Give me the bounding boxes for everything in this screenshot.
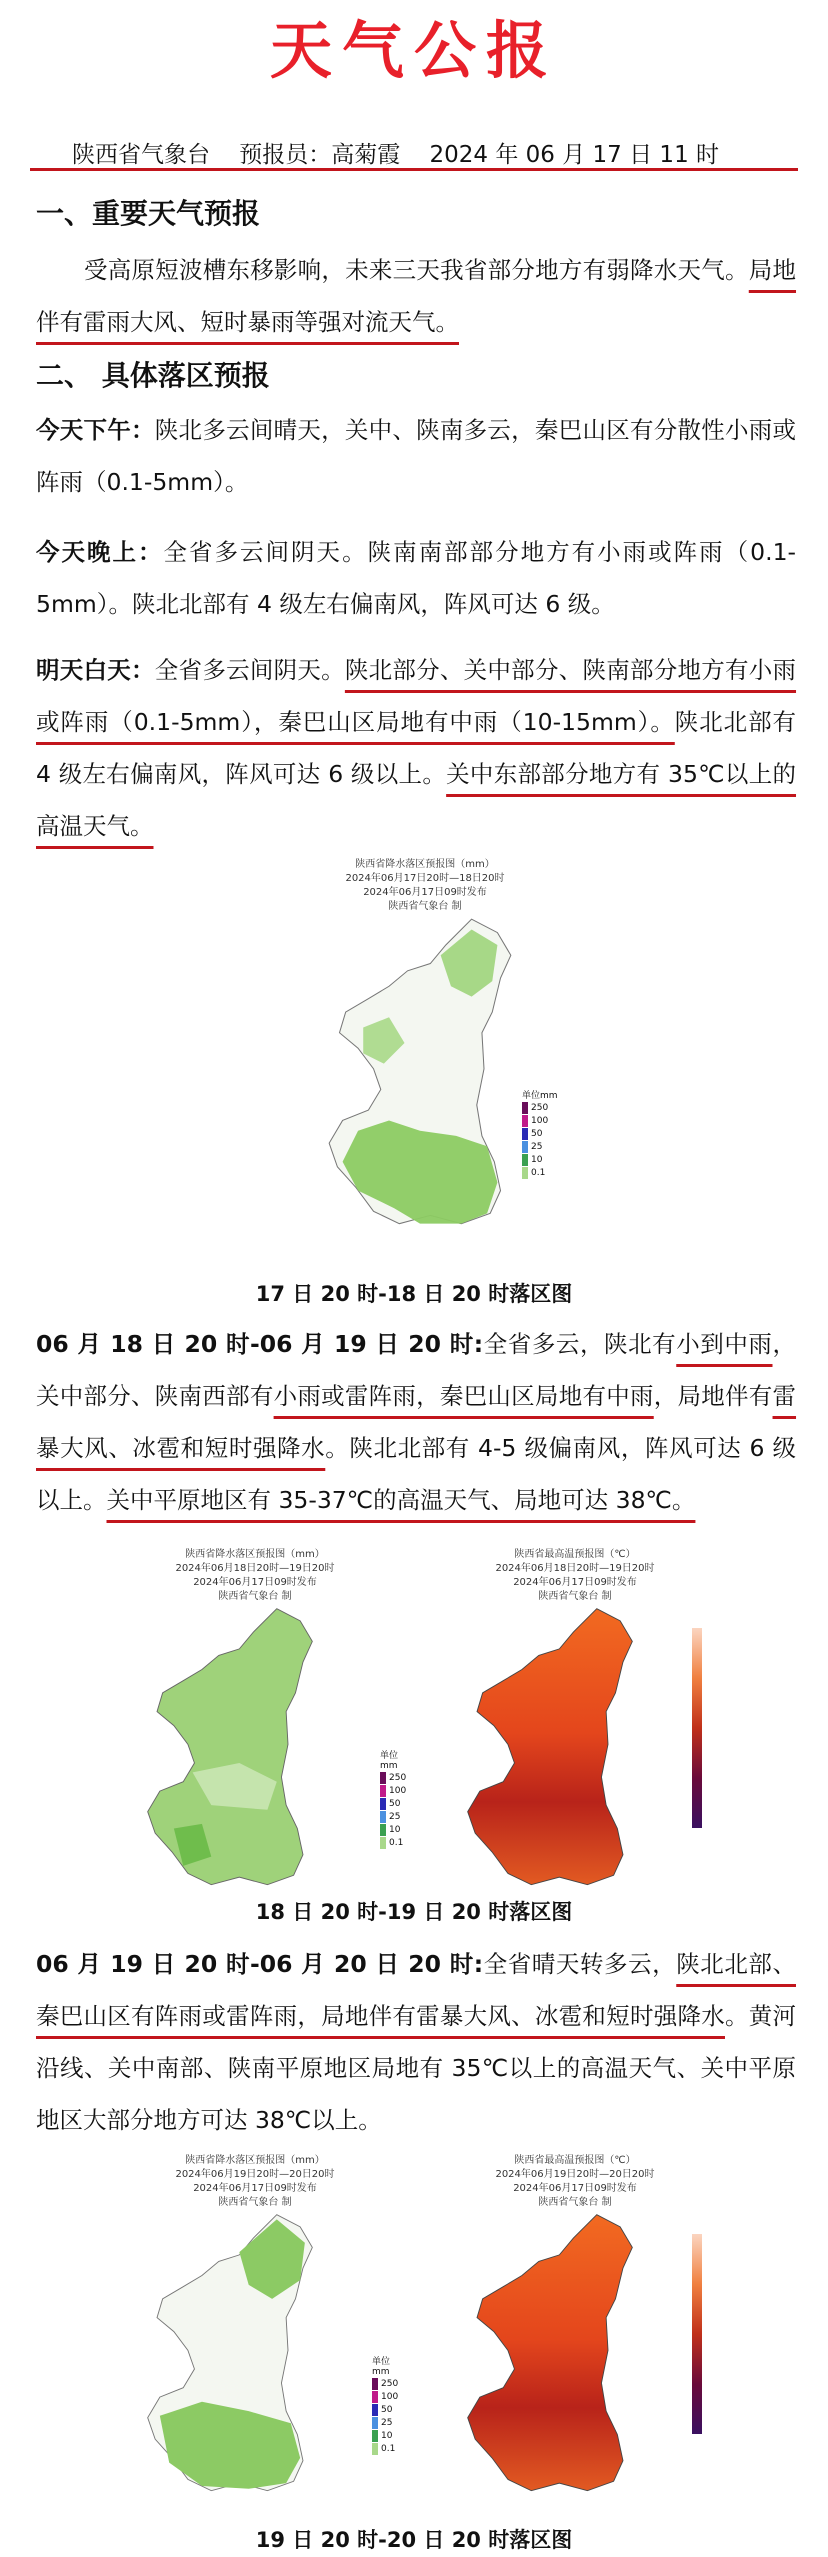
legend-label: 10 bbox=[531, 1154, 543, 1165]
legend-label: 50 bbox=[389, 1798, 401, 1809]
section1-heading: 一、重要天气预报 bbox=[36, 197, 261, 230]
legend-swatch bbox=[372, 2443, 378, 2455]
legend-entry bbox=[380, 1771, 406, 1784]
legend-entry bbox=[380, 1784, 406, 1797]
rain-map-day2-shape bbox=[110, 1604, 350, 1894]
legend-entry bbox=[522, 1114, 558, 1127]
afternoon-forecast: 今天下午：陕北多云间晴天，关中、陕南多云，秦巴山区有分散性小雨或阵雨（0.1-5mm）。 bbox=[36, 416, 797, 496]
rain-map-day1: 陕西省降水落区预报图（mm） 2024年06月17日20时—18日20时 2024年06月17日09时发布 陕西省气象台 制 单位mm 250 100 50 25 10 0.1 bbox=[260, 858, 590, 1238]
legend-entry bbox=[380, 1836, 406, 1849]
section2-heading: 二、 具体落区预报 bbox=[36, 359, 270, 392]
temp-legend-day2 bbox=[692, 1628, 702, 1828]
legend-swatch bbox=[380, 1837, 386, 1849]
temp-map-day3-shape bbox=[430, 2210, 670, 2500]
caption-day2: 18 日 20 时-19 日 20 时落区图 bbox=[255, 1900, 573, 1924]
legend-entry bbox=[522, 1153, 558, 1166]
legend-entry bbox=[372, 2390, 400, 2403]
legend-swatch bbox=[372, 2430, 378, 2442]
legend-entry bbox=[522, 1101, 558, 1114]
temp-legend-day3 bbox=[692, 2234, 702, 2434]
legend-label: 250 bbox=[389, 1772, 407, 1783]
legend-label: 50 bbox=[531, 1128, 543, 1139]
legend-swatch bbox=[522, 1167, 528, 1179]
legend-swatch bbox=[522, 1115, 528, 1127]
legend-label: 100 bbox=[531, 1115, 549, 1126]
legend-label: 25 bbox=[531, 1141, 543, 1152]
legend-swatch bbox=[372, 2378, 378, 2390]
legend-swatch bbox=[372, 2404, 378, 2416]
legend-entry bbox=[372, 2429, 400, 2442]
legend-label: 10 bbox=[381, 2430, 393, 2441]
rain-map-day1-shape bbox=[270, 914, 570, 1234]
caption-day1: 17 日 20 时-18 日 20 时落区图 bbox=[255, 1282, 573, 1306]
legend-label: 0.1 bbox=[531, 1167, 546, 1178]
legend-swatch bbox=[372, 2391, 378, 2403]
legend-label: 0.1 bbox=[381, 2443, 396, 2454]
severe-weather-note: 局地伴有雷雨大风、短时暴雨等强对流天气。 bbox=[36, 256, 797, 336]
legend-swatch bbox=[522, 1128, 528, 1140]
legend-entry bbox=[372, 2442, 400, 2455]
legend-label: 25 bbox=[389, 1811, 401, 1822]
day3-forecast: 06 月 19 日 20 时-06 月 20 日 20 时:全省晴天转多云，陕北北部、秦巴山区有阵雨或雷阵雨，局地伴有雷暴大风、冰雹和短时强降水。黄河沿线、关中南部、陕南平原地区局地有 35℃以上的高温天气、关中平原地区大部分地方可达 38℃以上。 bbox=[36, 1950, 797, 2134]
legend-entry bbox=[372, 2416, 400, 2429]
rain-legend-day2: 单位mm 250 100 50 25 10 0.1 bbox=[380, 1751, 407, 1848]
legend-entry bbox=[380, 1810, 406, 1823]
legend-label: 100 bbox=[389, 1785, 407, 1796]
temp-map-day3: 陕西省最高温预报图（℃） 2024年06月19日20时—20日20时 2024年06月17日09时发布 陕西省气象台 制 bbox=[430, 2154, 720, 2504]
legend-label: 0.1 bbox=[389, 1837, 404, 1848]
tomorrow-forecast: 明天白天：全省多云间阴天。陕北部分、关中部分、陕南部分地方有小雨或阵雨（0.1-5mm），秦巴山区局地有中雨（10-15mm）。陕北北部有 4 级左右偏南风，阵风可达 6 级以上。关中东部部分地方有 35℃以上的高温天气。 bbox=[36, 656, 797, 840]
legend-swatch bbox=[380, 1811, 386, 1823]
legend-label: 10 bbox=[389, 1824, 401, 1835]
legend-swatch bbox=[380, 1824, 386, 1836]
rain-legend-day1: 单位mm 250 100 50 25 10 0.1 bbox=[522, 1091, 558, 1178]
page-title: 天气公报 bbox=[269, 14, 558, 87]
legend-swatch bbox=[522, 1141, 528, 1153]
legend-entry bbox=[522, 1140, 558, 1153]
legend-label: 250 bbox=[381, 2378, 399, 2389]
legend-swatch bbox=[380, 1785, 386, 1797]
legend-label: 50 bbox=[381, 2404, 393, 2415]
issue-datetime: 2024 年 06 月 17 日 11 时 bbox=[429, 142, 720, 168]
temp-map-day2-shape bbox=[430, 1604, 670, 1894]
legend-entry bbox=[372, 2403, 400, 2416]
legend-swatch bbox=[380, 1798, 386, 1810]
header-divider bbox=[30, 168, 798, 171]
rain-legend-day3: 单位mm 250 100 50 25 10 0.1 bbox=[372, 2357, 399, 2454]
org-name: 陕西省气象台 bbox=[72, 142, 210, 168]
byline bbox=[72, 138, 719, 172]
legend-entry bbox=[380, 1823, 406, 1836]
legend-entry bbox=[522, 1166, 558, 1179]
rain-map-day2: 陕西省降水落区预报图（mm） 2024年06月18日20时—19日20时 2024年06月17日09时发布 陕西省气象台 制 单位mm 250 100 50 25 10 0.1 bbox=[110, 1548, 400, 1898]
legend-label: 100 bbox=[381, 2391, 399, 2402]
legend-swatch bbox=[380, 1772, 386, 1784]
rain-map-day3: 陕西省降水落区预报图（mm） 2024年06月19日20时—20日20时 2024年06月17日09时发布 陕西省气象台 制 单位mm 250 100 50 25 10 0.1 bbox=[110, 2154, 400, 2504]
forecaster: 预报员：高菊霞 bbox=[239, 142, 401, 168]
legend-swatch bbox=[522, 1154, 528, 1166]
section1-text: 受高原短波槽东移影响，未来三天我省部分地方有弱降水天气。局地伴有雷雨大风、短时暴雨等强对流天气。 bbox=[36, 256, 797, 336]
legend-label: 250 bbox=[531, 1102, 549, 1113]
day2-forecast: 06 月 18 日 20 时-06 月 19 日 20 时:全省多云，陕北有小到中雨，关中部分、陕南西部有小雨或雷阵雨，秦巴山区局地有中雨，局地伴有雷暴大风、冰雹和短时强降水。陕北北部有 4-5 级偏南风，阵风可达 6 级以上。关中平原地区有 35-37℃的高温天气、局地可达 38℃。 bbox=[36, 1330, 797, 1514]
legend-entry bbox=[380, 1797, 406, 1810]
caption-day3: 19 日 20 时-20 日 20 时落区图 bbox=[255, 2528, 573, 2552]
legend-entry bbox=[372, 2377, 400, 2390]
temp-map-day2: 陕西省最高温预报图（℃） 2024年06月18日20时—19日20时 2024年06月17日09时发布 陕西省气象台 制 bbox=[430, 1548, 720, 1898]
legend-label: 25 bbox=[381, 2417, 393, 2428]
legend-swatch bbox=[522, 1102, 528, 1114]
legend-entries bbox=[522, 1101, 558, 1179]
legend-swatch bbox=[372, 2417, 378, 2429]
evening-forecast: 今天晚上：全省多云间阴天。陕南南部部分地方有小雨或阵雨（0.1-5mm）。陕北北部有 4 级左右偏南风，阵风可达 6 级。 bbox=[36, 538, 796, 618]
legend-entry bbox=[522, 1127, 558, 1140]
rain-map-day3-shape bbox=[110, 2210, 350, 2500]
